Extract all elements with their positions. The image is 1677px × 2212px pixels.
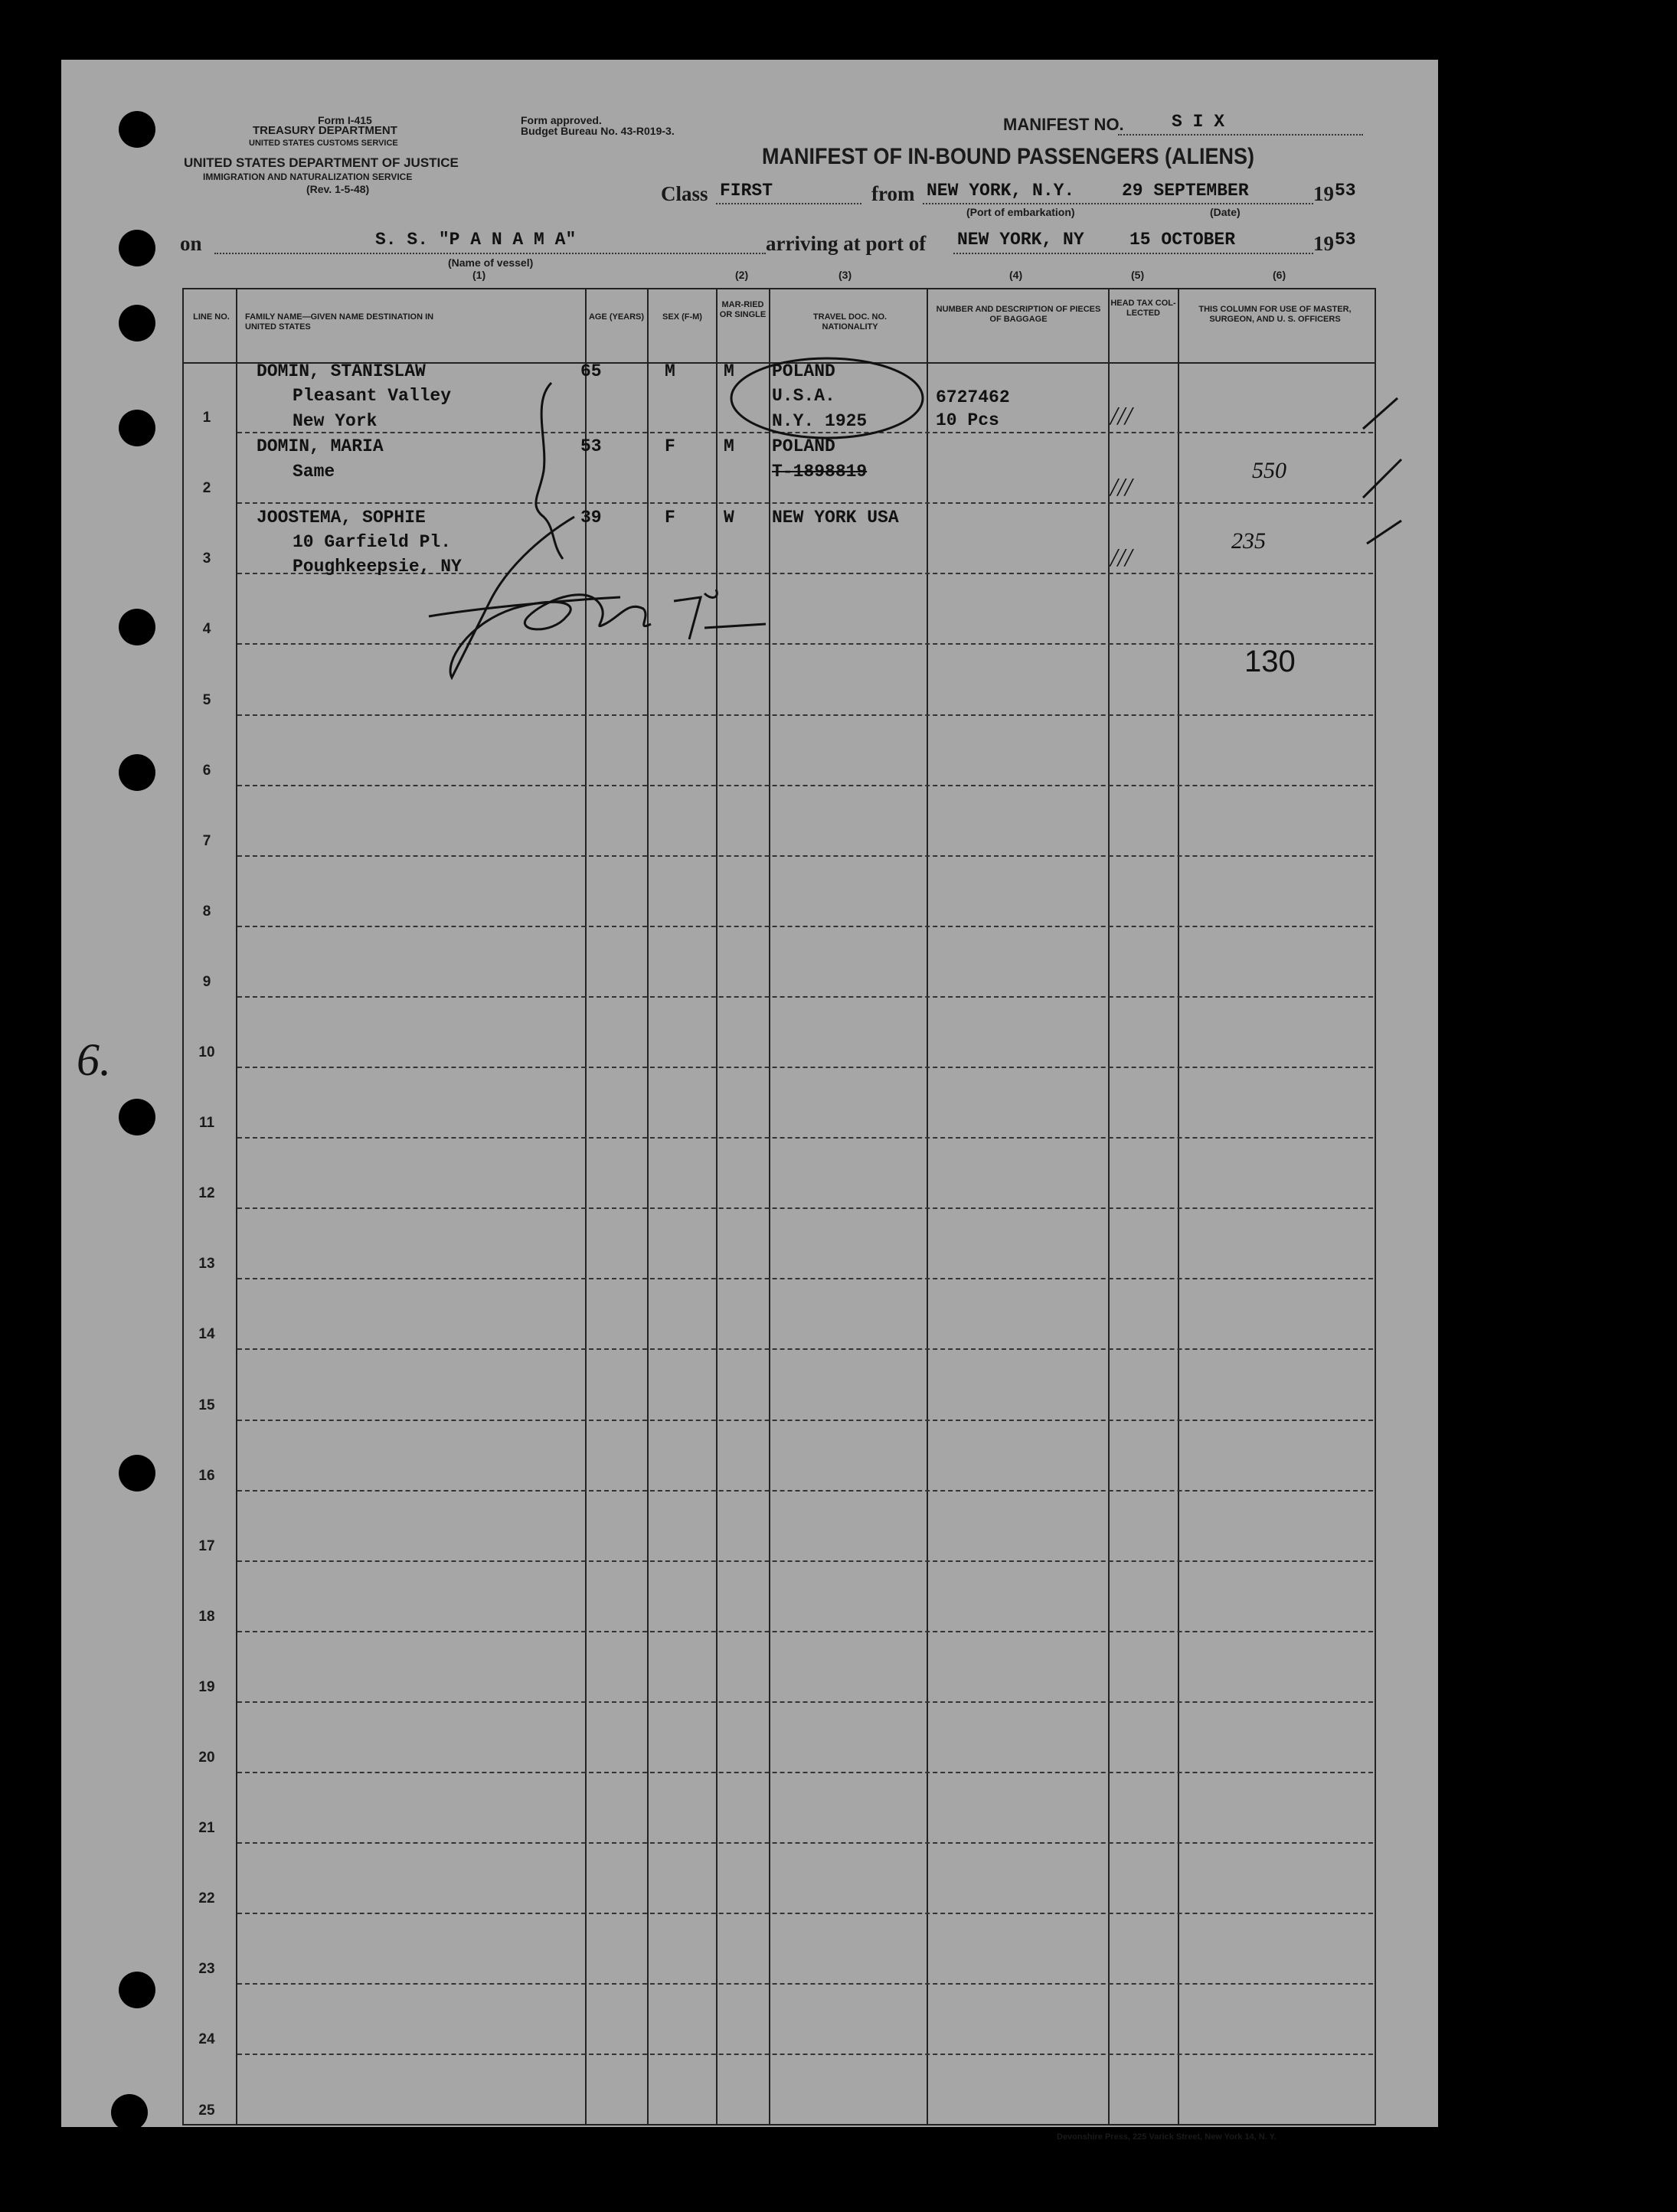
passenger-sex: F xyxy=(665,436,675,456)
embarkation-date: 29 SEPTEMBER xyxy=(1122,181,1249,201)
customs-service: UNITED STATES CUSTOMS SERVICE xyxy=(249,139,398,148)
passenger-baggage-count: 10 Pcs xyxy=(936,410,999,430)
line-number: 4 xyxy=(202,621,211,638)
column-number-4: (4) xyxy=(1009,269,1023,281)
row-divider xyxy=(237,1067,1373,1068)
line-number: 13 xyxy=(198,1256,215,1273)
immigration-service: IMMIGRATION AND NATURALIZATION SERVICE xyxy=(203,172,413,182)
row-divider xyxy=(237,1490,1373,1492)
year-prefix-2: 19 xyxy=(1313,232,1334,255)
manifest-no-label: MANIFEST NO. xyxy=(1003,115,1124,134)
line-number: 22 xyxy=(198,1890,215,1907)
passenger-age: 39 xyxy=(580,508,602,528)
manifest-number: S I X xyxy=(1172,112,1225,132)
line-number: 20 xyxy=(198,1750,215,1766)
line-number: 23 xyxy=(198,1961,215,1978)
column-number-6: (6) xyxy=(1273,269,1286,281)
row-divider xyxy=(237,502,1373,504)
treasury-department: TREASURY DEPARTMENT xyxy=(253,124,397,137)
column-number-5: (5) xyxy=(1131,269,1145,281)
arriving-label: arriving at port of xyxy=(766,232,927,255)
passenger-destination-2: Poughkeepsie, NY xyxy=(293,557,462,577)
line-number: 11 xyxy=(198,1115,215,1132)
passenger-age: 53 xyxy=(580,436,602,456)
passenger-nationality: NEW YORK USA xyxy=(772,508,899,528)
row-divider xyxy=(237,855,1373,857)
embarkation-port: NEW YORK, N.Y. xyxy=(927,181,1075,201)
budget-bureau: Budget Bureau No. 43-R019-3. xyxy=(521,125,675,137)
passenger-destination: 10 Garfield Pl. xyxy=(293,532,452,552)
year-prefix-1: 19 xyxy=(1313,182,1334,205)
line-number: 10 xyxy=(198,1044,215,1060)
punch-hole xyxy=(119,609,155,645)
margin-mark: 6. xyxy=(77,1034,111,1085)
line-number: 21 xyxy=(198,1820,215,1837)
punch-hole xyxy=(119,1099,155,1135)
head-tax-mark: /// xyxy=(1110,402,1133,430)
passenger-age: 65 xyxy=(580,361,602,381)
vessel-name: S. S. "P A N A M A" xyxy=(375,230,577,250)
row-divider xyxy=(237,2054,1373,2055)
row-divider xyxy=(237,1913,1373,1914)
date-caption: (Date) xyxy=(1210,206,1241,218)
passenger-nationality: POLAND xyxy=(772,361,835,381)
passenger-doc-2: N.Y. 1925 xyxy=(772,411,868,431)
line-number: 8 xyxy=(202,903,211,920)
passenger-marital: M xyxy=(724,361,734,381)
line-number: 19 xyxy=(198,1678,215,1695)
ship-count: 130 xyxy=(1244,645,1296,678)
column-number-1: (1) xyxy=(472,269,486,281)
vessel-caption: (Name of vessel) xyxy=(448,256,534,269)
line-number: 14 xyxy=(198,1326,215,1343)
row-divider xyxy=(237,1631,1373,1632)
line-number: 17 xyxy=(198,1537,215,1554)
manifest-title: MANIFEST OF IN-BOUND PASSENGERS (ALIENS) xyxy=(762,144,1255,169)
punch-hole xyxy=(119,111,155,148)
from-label: from xyxy=(871,182,915,205)
line-number: 9 xyxy=(202,973,211,990)
line-number: 2 xyxy=(202,480,211,497)
passenger-sex: M xyxy=(665,361,675,381)
passenger-destination-2: New York xyxy=(293,411,378,431)
passenger-marital: W xyxy=(724,508,734,528)
nationality-circle xyxy=(720,351,934,443)
header-age: AGE (YEARS) xyxy=(588,312,645,322)
arrival-date: 15 OCTOBER xyxy=(1129,230,1236,250)
header-name: FAMILY NAME—GIVEN NAME DESTINATION IN UNITED STATES xyxy=(245,312,434,332)
row-divider xyxy=(237,1560,1373,1562)
row-divider xyxy=(237,1348,1373,1350)
punch-hole xyxy=(119,1455,155,1492)
header-sex: SEX (F-M) xyxy=(662,312,702,322)
line-number: 24 xyxy=(198,2031,215,2048)
row-divider xyxy=(237,996,1373,998)
row-divider xyxy=(237,1842,1373,1844)
row-divider xyxy=(237,714,1373,716)
column-number-3: (3) xyxy=(838,269,852,281)
margin-ticks xyxy=(1355,383,1409,551)
header-married: MAR-RIED OR SINGLE xyxy=(719,300,767,319)
column-number-2: (2) xyxy=(735,269,749,281)
line-number: 15 xyxy=(198,1397,215,1413)
passenger-destination: Same xyxy=(293,462,335,482)
justice-department: UNITED STATES DEPARTMENT OF JUSTICE xyxy=(184,155,459,170)
revision: (Rev. 1-5-48) xyxy=(306,183,370,195)
row-divider xyxy=(237,1278,1373,1279)
row-divider xyxy=(237,1983,1373,1985)
class-value: FIRST xyxy=(720,181,773,201)
line-number: 5 xyxy=(202,691,211,708)
passenger-name: DOMIN, STANISLAW xyxy=(257,361,426,381)
punch-hole xyxy=(119,410,155,446)
row-divider xyxy=(237,1701,1373,1703)
punch-hole xyxy=(111,2094,148,2131)
line-number: 12 xyxy=(198,1185,215,1202)
handwritten-signature xyxy=(398,509,781,693)
passenger-nationality: POLAND xyxy=(772,436,835,456)
header-officers: THIS COLUMN FOR USE OF MASTER, SURGEON, AND U. S. OFFICERS xyxy=(1198,305,1352,324)
passenger-baggage: 6727462 xyxy=(936,387,1010,407)
head-tax-mark: /// xyxy=(1110,544,1133,572)
form-approved: Form approved. xyxy=(521,114,602,126)
header-head-tax: HEAD TAX COL-LECTED xyxy=(1110,299,1176,318)
form-number: Form I-415 xyxy=(318,114,372,126)
line-number: 3 xyxy=(202,551,211,567)
punch-hole xyxy=(119,1972,155,2008)
row-divider xyxy=(237,1207,1373,1209)
punch-hole xyxy=(119,754,155,791)
passenger-marital: M xyxy=(724,436,734,456)
printer-imprint: Devonshire Press, 225 Varick Street, New York 14, N. Y. xyxy=(1057,2132,1277,2142)
year-2: 53 xyxy=(1335,230,1356,250)
line-number: 1 xyxy=(202,410,211,426)
line-number: 6 xyxy=(202,762,211,779)
row-divider xyxy=(237,785,1373,786)
line-number: 7 xyxy=(202,832,211,849)
row-divider xyxy=(237,1420,1373,1421)
header-baggage: NUMBER AND DESCRIPTION OF PIECES OF BAGGAGE xyxy=(936,305,1101,324)
header-travel-doc: TRAVEL DOC. NO. NATIONALITY xyxy=(812,312,888,332)
passenger-name: DOMIN, MARIA xyxy=(257,436,384,456)
row-divider xyxy=(237,926,1373,927)
punch-hole xyxy=(119,230,155,266)
row-divider xyxy=(237,1772,1373,1773)
line-number: 18 xyxy=(198,1608,215,1625)
line-number: 16 xyxy=(198,1467,215,1484)
on-label: on xyxy=(180,232,202,255)
port-embarkation-caption: (Port of embarkation) xyxy=(966,206,1075,218)
passenger-doc: U.S.A. xyxy=(772,386,835,406)
header-line-no: LINE NO. xyxy=(193,312,230,322)
punch-hole xyxy=(119,305,155,341)
officer-note: 235 xyxy=(1231,528,1266,554)
passenger-destination: Pleasant Valley xyxy=(293,386,452,406)
head-tax-mark: /// xyxy=(1110,473,1133,502)
passenger-doc: T-1898819 xyxy=(772,462,868,482)
passenger-name: JOOSTEMA, SOPHIE xyxy=(257,508,426,528)
class-label: Class xyxy=(661,182,708,205)
passenger-sex: F xyxy=(665,508,675,528)
officer-note: 550 xyxy=(1252,458,1286,483)
year-1: 53 xyxy=(1335,181,1356,201)
line-number: 25 xyxy=(198,2102,215,2119)
row-divider xyxy=(237,1137,1373,1139)
arrival-port: NEW YORK, NY xyxy=(957,230,1084,250)
